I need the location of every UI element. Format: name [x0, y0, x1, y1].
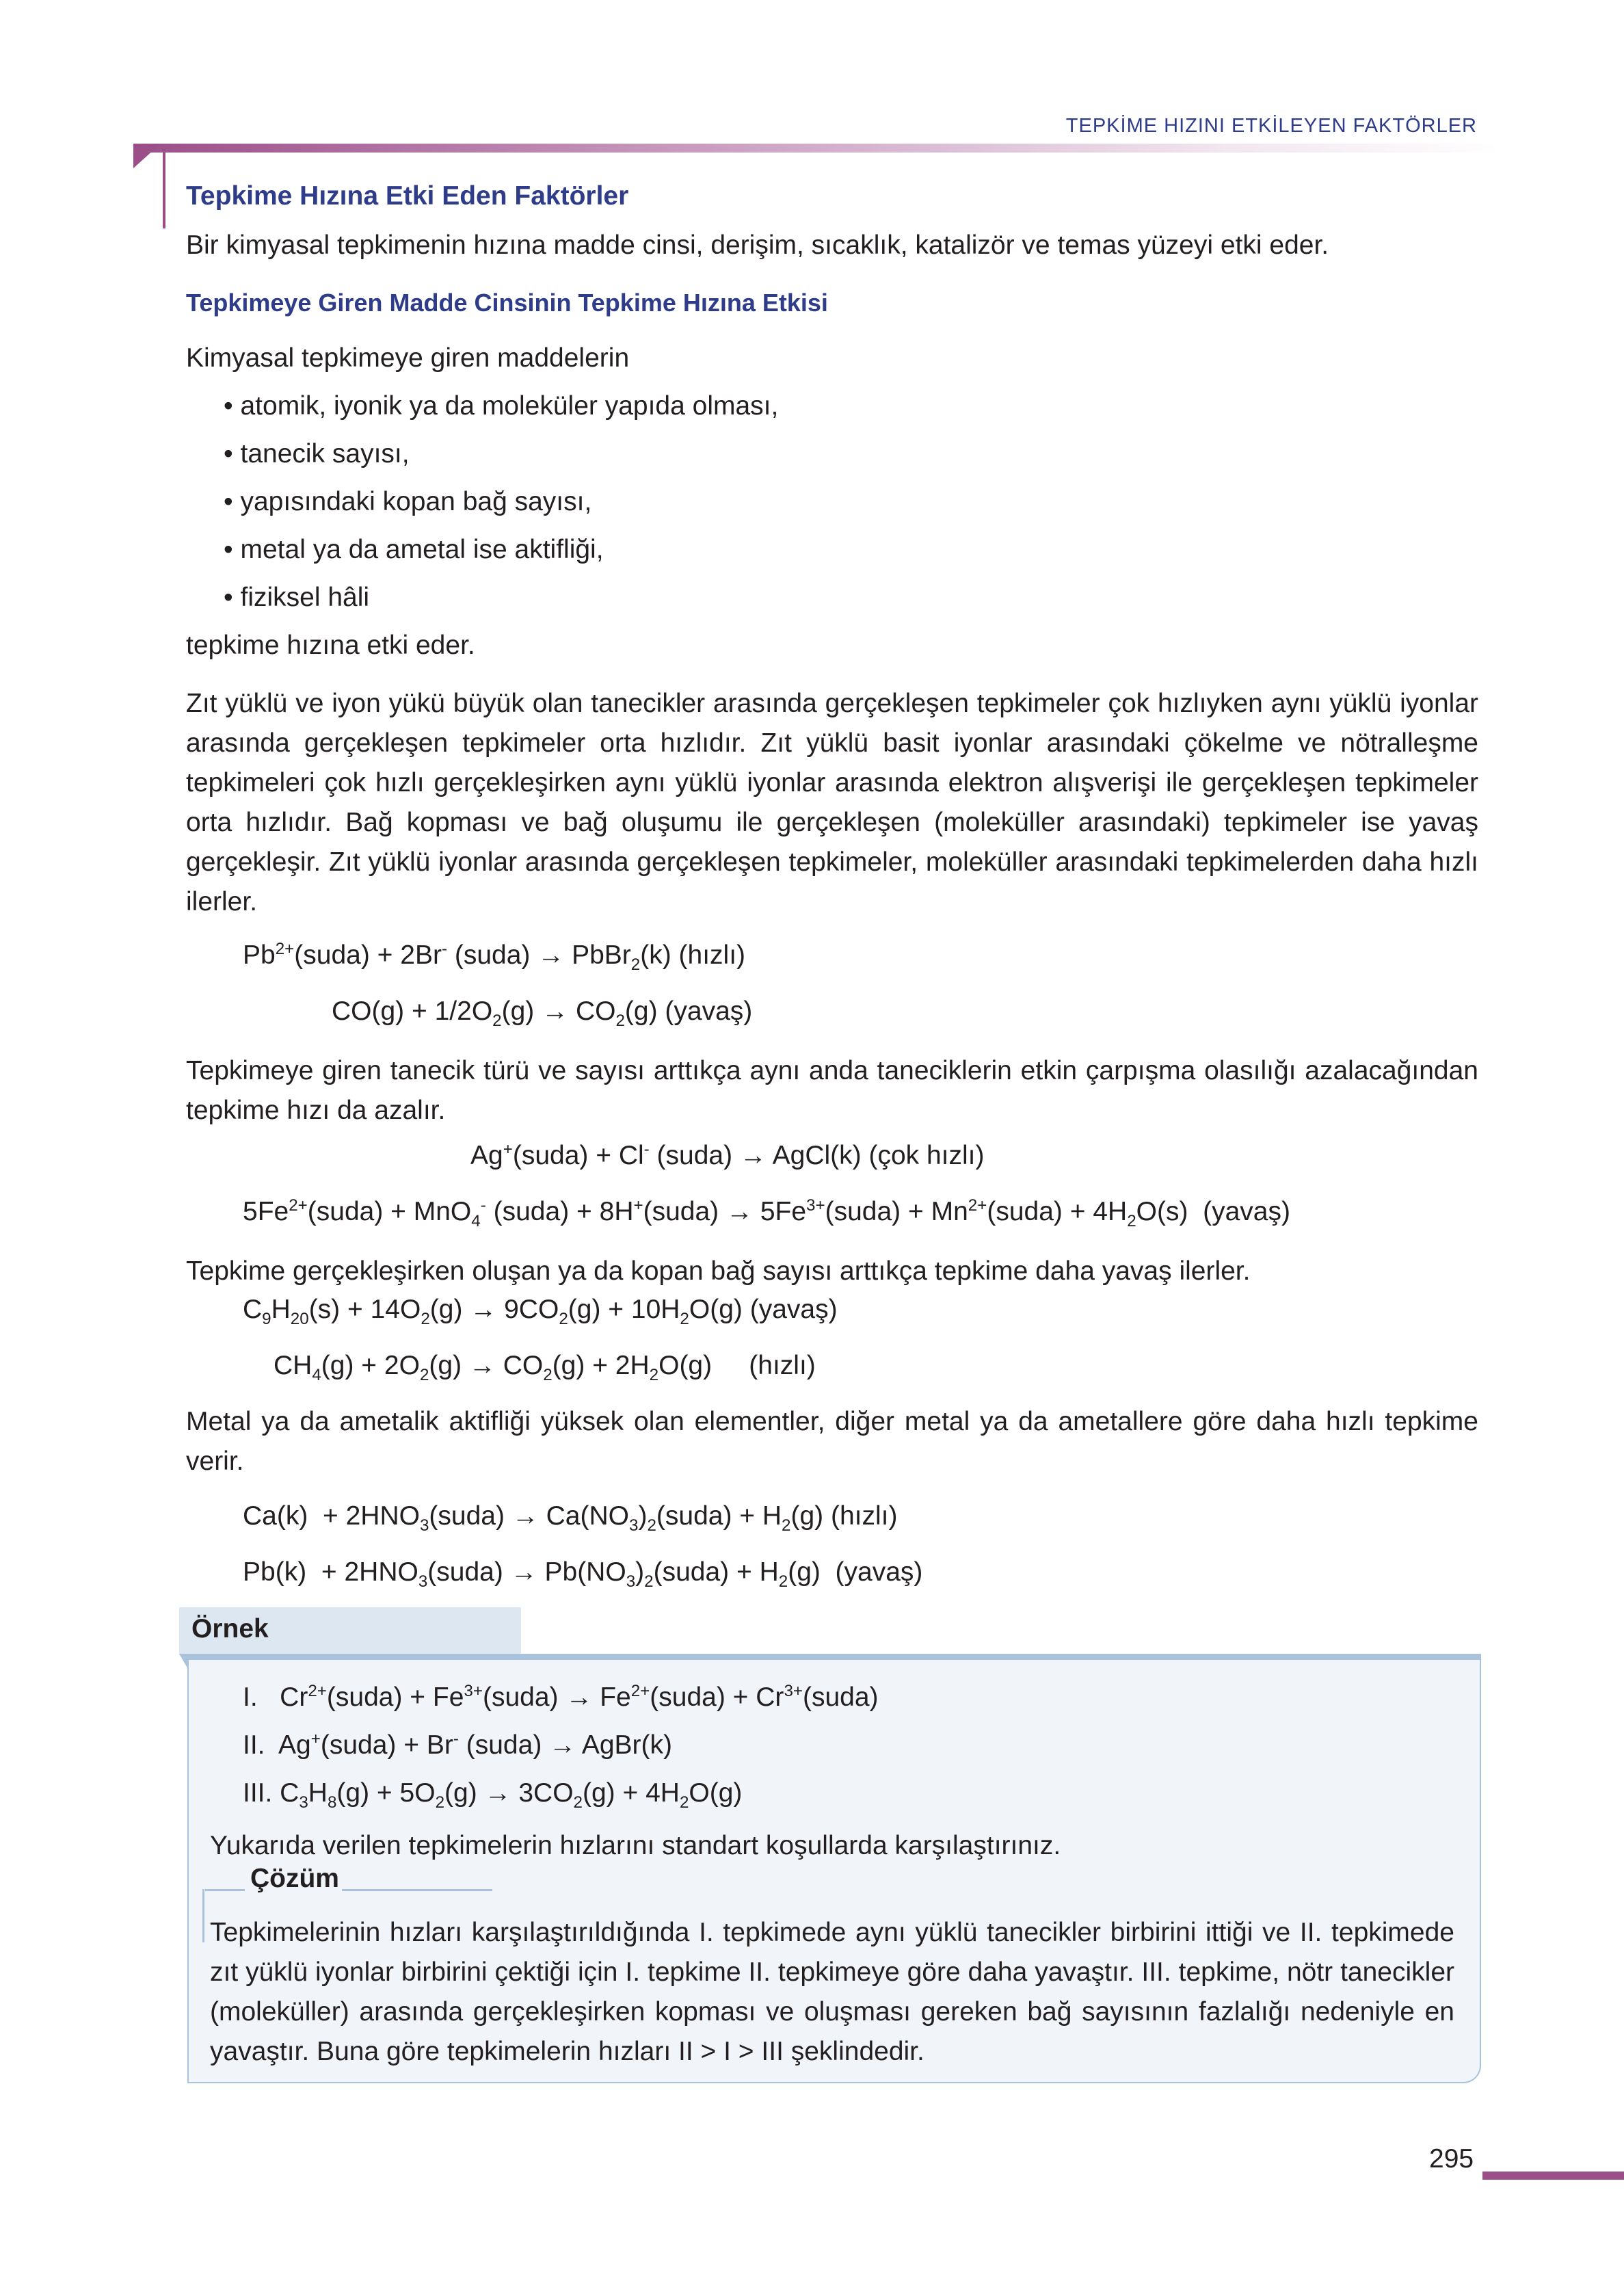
solution-divider-right	[342, 1889, 492, 1891]
page-number-bar	[1482, 2172, 1624, 2180]
equation-pb-hno3: $Pb(k) + 2HNO_3(suda)$ → $Pb(NO_3)_2(suda) + H_2(g)$ (yavaş)	[243, 1557, 923, 1591]
paragraph-particle-count: Tepkimeye giren tanecik türü ve sayısı arttıkça aynı anda taneciklerin etkin çarpışma olasılığı azalacağından tepkime hızı da azalır.	[186, 1056, 1478, 1125]
equation-agcl: Ag+(suda) + Cl- (suda) → AgCl(k) (çok hızlı)	[470, 1140, 985, 1170]
example-label: Örnek	[191, 1614, 269, 1644]
solution-label: Çözüm	[250, 1864, 339, 1893]
example-question: Yukarıda verilen tepkimelerin hızlarını standart koşullarda karşılaştırınız.	[210, 1831, 1061, 1860]
paragraph-bond-count: Tepkime gerçekleşirken oluşan ya da kopan bağ sayısı arttıkça tepkime daha yavaş ilerler.	[186, 1256, 1251, 1286]
bullet-item: • metal ya da ametal ise aktifliği,	[224, 535, 604, 564]
header-bar	[133, 144, 1501, 153]
header-tab-accent	[133, 144, 161, 168]
example-reaction-1: I. $Cr^{2+}(suda)$ + $Fe^{3+}(suda)$ → $Fe^{2+}(suda)$ + $Cr^{3+}(suda)$	[243, 1682, 879, 1712]
equation-co2: $CO(g) + 1/2O_2(g) \to CO_2(g)$ (yavaş)	[332, 997, 753, 1030]
example-reaction-3: III. $C_3H_8(g) + 5O_2(g) \to 3CO_2(g) + 4H_2O(g)$	[243, 1778, 743, 1812]
equation-ca-hno3: $Ca(k) + 2HNO_3(suda)$ → $Ca(NO_3)_2(suda) + H_2(g)$ (hızlı)	[243, 1501, 898, 1535]
section-accent-line	[163, 152, 165, 228]
bullet-item: • atomik, iyonik ya da moleküler yapıda olması,	[224, 391, 779, 421]
chapter-header: TEPKİME HIZINI ETKİLEYEN FAKTÖRLER	[1065, 115, 1477, 137]
bullet-item: • tanecik sayısı,	[224, 439, 410, 468]
section-title: Tepkime Hızına Etki Eden Faktörler	[186, 181, 629, 211]
paragraph-ion-speed: Zıt yüklü ve iyon yükü büyük olan tanecikler arasında gerçekleşen tepkimeler çok hızlıyken aynı yüklü iyonlar arasında gerçekleşen tepkimeler orta hızlıdır. Zıt yüklü basit iyonlar arasındaki çökelme ve nötralleşme tepkimeleri çok hızlı gerçekleşirken aynı yüklü iyonlar arasında elektron alışverişi ile gerçekleşen tepkimeler orta hızlıdır. Bağ kopması ve bağ oluşumu ile gerçekleşen (moleküller arasındaki) tepkimeler ise yavaş gerçekleşir. Zıt yüklü iyonlar arasında gerçekleşen tepkimeler, moleküller arasındaki tepkimelerden daha hızlı ilerler.	[186, 689, 1478, 916]
equation-c9h20: $C_9H_{20}(s) + 14O_2(g) \to 9CO_2(g) + 10H_2O(g)$ (yavaş)	[243, 1295, 838, 1328]
bullet-item: • fiziksel hâli	[224, 583, 370, 612]
solution-text: Tepkimelerinin hızları karşılaştırıldığında I. tepkimede aynı yüklü tanecikler birbirini ittiği ve II. tepkimede zıt yüklü iyonlar birbirini çektiği için I. tepkime II. tepkimeye göre daha yavaştır. III. tepkime, nötr tanecikler (moleküller) arasında gerçekleşirken kopması ve oluşması gereken bağ sayısının fazlalığı nedeniyle en yavaştır. Buna göre tepkimelerin hızları II > I > III şeklindedir.	[210, 1918, 1454, 2066]
solution-divider-vertical	[202, 1889, 204, 1942]
page-number: 295	[1429, 2144, 1474, 2174]
example-box-corner	[179, 1654, 189, 1670]
example-reaction-2: II. Ag+(suda) + Br- (suda) → AgBr(k)	[243, 1730, 672, 1760]
subsection-title: Tepkimeye Giren Madde Cinsinin Tepkime Hızına Etkisi	[186, 289, 828, 317]
bullet-item: • yapısındaki kopan bağ sayısı,	[224, 487, 592, 516]
equation-ch4: $CH_4(g) + 2O_2(g) \to CO_2(g) + 2H_2O(g)$ (hızlı)	[274, 1351, 816, 1384]
equation-fe-mno4: $5Fe^{2+}(suda) + MnO_4^-$ (suda) + 8H+(suda) → $5Fe^{3+}(suda)$ + $Mn^{2+}(suda) + 4H_2O(s)$ (yavaş)	[243, 1196, 1290, 1230]
section-intro: Bir kimyasal tepkimenin hızına madde cinsi, derişim, sıcaklık, katalizör ve temas yüzeyi etki eder.	[186, 230, 1329, 260]
paragraph-activity: Metal ya da ametalik aktifliği yüksek olan elementler, diğer metal ya da ametallere göre daha hızlı tepkime verir.	[186, 1407, 1478, 1476]
solution-divider-left	[205, 1889, 245, 1891]
subsection-tail: tepkime hızına etki eder.	[186, 631, 475, 660]
subsection-lead: Kimyasal tepkimeye giren maddelerin	[186, 343, 630, 373]
equation-pbbr2: $Pb^{2+}(suda) + 2Br^-$ (suda) → PbBr$_2$(k) (hızlı)	[243, 940, 746, 974]
